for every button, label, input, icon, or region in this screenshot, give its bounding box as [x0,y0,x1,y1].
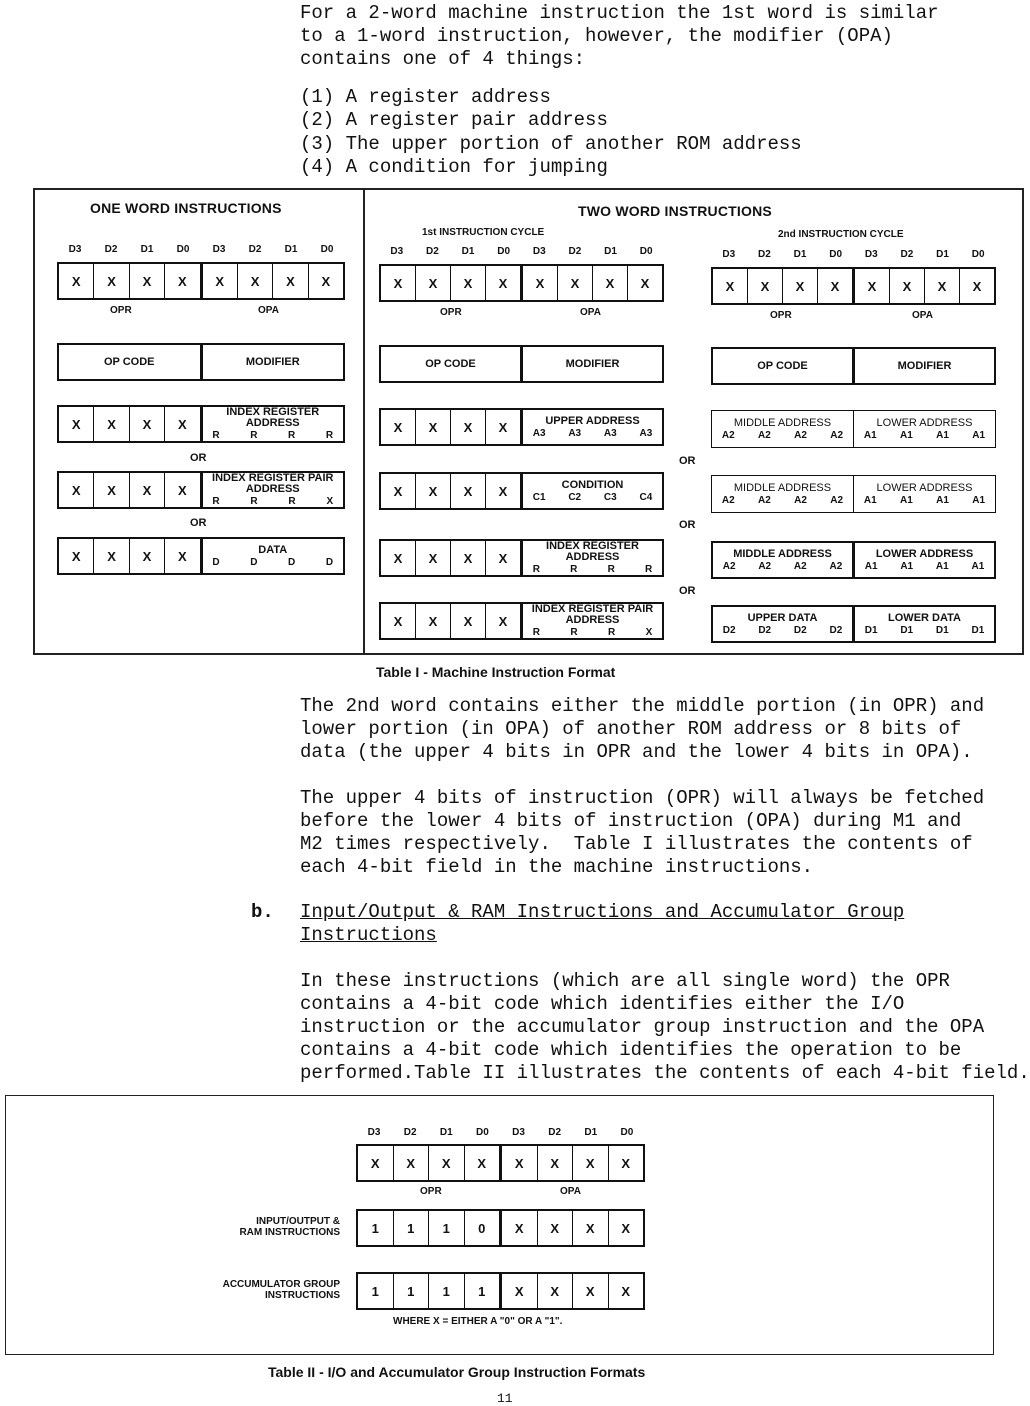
cycle2-middle-lower-2: MIDDLE ADDRESS A2 A2 A2 A2 LOWER ADDRESS A1 A1 A1 A1 [711,475,996,513]
table2-opr-label: OPR [420,1186,442,1197]
intro-item-3: (3) The upper portion of another ROM address [300,133,802,155]
intro-item-2: (2) A register pair address [300,109,608,131]
bit-labels-one: D3 D2 D1 D0 D3 D2 D1 D0 [68,244,334,255]
io-label: INPUT/OUTPUT & RAM INSTRUCTIONS [239,1216,340,1238]
or-two-2: OR [679,519,696,531]
opa-label-cycle2: OPA [912,310,933,321]
intro-item-1: (1) A register address [300,86,551,108]
cycle1-upper-address: X X X X UPPER ADDRESS A3 A3 A3 A3 [379,408,664,446]
or-one-2: OR [190,517,207,529]
or-two-3: OR [679,585,696,597]
table2-opa-label: OPA [560,1186,581,1197]
one-index-register: X X X X INDEX REGISTER ADDRESS R R R R [57,405,345,443]
cycle2-upper-lower-data: UPPER DATA D2 D2 D2 D2 LOWER DATA D1 D1 D1 D1 [711,605,996,643]
page-number: 11 [497,1391,513,1406]
intro-line-1: For a 2-word machine instruction the 1st word is similar [300,2,939,24]
acc-label: ACCUMULATOR GROUP INSTRUCTIONS [222,1279,340,1301]
one-word-title: ONE WORD INSTRUCTIONS [90,200,282,216]
cycle1-opcode-modifier: OP CODE MODIFIER [379,345,664,383]
acc-bits: 1 1 1 1 X X X X [356,1272,645,1310]
section-b-letter: b. [251,901,274,923]
table2-bits: X X X X X X X X [356,1144,645,1182]
opa-label-one: OPA [258,305,279,316]
table2-caption: Table II - I/O and Accumulator Group Instruction Formats [268,1364,646,1380]
cycle2-bits: X X X X X X X X [711,267,996,305]
para3-line-3: M2 times respectively. Table I illustrates the contents of [300,833,973,855]
one-data: X X X X DATA D D D D [57,537,345,575]
intro-line-3: contains one of 4 things: [300,48,586,70]
cycle1-bits: X X X X X X X X [379,264,664,302]
table1-caption: Table I - Machine Instruction Format [376,664,616,680]
cycle2-opcode-modifier: OP CODE MODIFIER [711,347,996,385]
opr-label-cycle1: OPR [440,307,462,318]
section-b-title-1: Input/Output & RAM Instructions and Accumulator Group [300,901,905,923]
or-two-1: OR [679,455,696,467]
one-word-bits: X X X X X X X X [57,262,345,300]
para2-line-3: data (the upper 4 bits in OPR and the lower 4 bits in OPA). [300,741,973,763]
io-bits: 1 1 1 0 X X X X [356,1209,645,1247]
para3-line-2: before the lower 4 bits of instruction (OPA) during M1 and [300,810,962,832]
bit-labels-cycle1: D3 D2 D1 D0 D3 D2 D1 D0 [390,246,653,257]
cycle2-middle-lower-1: MIDDLE ADDRESS A2 A2 A2 A2 LOWER ADDRESS A1 A1 A1 A1 [711,410,996,448]
table2-bit-labels: D3 D2 D1 D0 D3 D2 D1 D0 [367,1127,634,1138]
table1-divider [363,190,365,653]
cycle2-middle-lower-3: MIDDLE ADDRESS A2 A2 A2 A2 LOWER ADDRESS A1 A1 A1 A1 [711,541,996,579]
or-one-1: OR [190,452,207,464]
intro-item-4: (4) A condition for jumping [300,156,608,178]
opr-label-one: OPR [110,305,132,316]
para4-line-3: instruction or the accumulator group instruction and the OPA [300,1016,985,1038]
one-opcode-modifier: OP CODE MODIFIER [57,343,345,381]
intro-line-2: to a 1-word instruction, however, the modifier (OPA) [300,25,893,47]
para2-line-1: The 2nd word contains either the middle portion (in OPR) and [300,695,985,717]
opa-label-cycle1: OPA [580,307,601,318]
para3-line-1: The upper 4 bits of instruction (OPR) will always be fetched [300,787,985,809]
cycle2-label: 2nd INSTRUCTION CYCLE [778,229,904,240]
cycle1-index-register: X X X X INDEX REGISTER ADDRESS R R R R [379,539,664,577]
two-word-title: TWO WORD INSTRUCTIONS [578,203,772,219]
opr-label-cycle2: OPR [770,310,792,321]
para4-line-5: performed.Table II illustrates the contents of each 4-bit field. [300,1062,1030,1084]
para4-line-4: contains a 4-bit code which identifies the operation to be [300,1039,962,1061]
para2-line-2: lower portion (in OPA) of another ROM address or 8 bits of [300,718,962,740]
cycle1-label: 1st INSTRUCTION CYCLE [422,227,545,238]
section-b-title-2: Instructions [300,924,437,946]
para4-line-2: contains a 4-bit code which identifies either the I/O [300,993,905,1015]
one-index-register-pair: X X X X INDEX REGISTER PAIR ADDRESS R R R X [57,471,345,509]
bit-labels-cycle2: D3 D2 D1 D0 D3 D2 D1 D0 [722,249,985,260]
cycle1-index-register-pair: X X X X INDEX REGISTER PAIR ADDRESS R R R X [379,602,664,640]
para4-line-1: In these instructions (which are all single word) the OPR [300,970,950,992]
where-note: WHERE X = EITHER A "0" OR A "1". [393,1316,563,1327]
para3-line-4: each 4-bit field in the machine instructions. [300,856,814,878]
cycle1-condition: X X X X CONDITION C1 C2 C3 C4 [379,472,664,510]
